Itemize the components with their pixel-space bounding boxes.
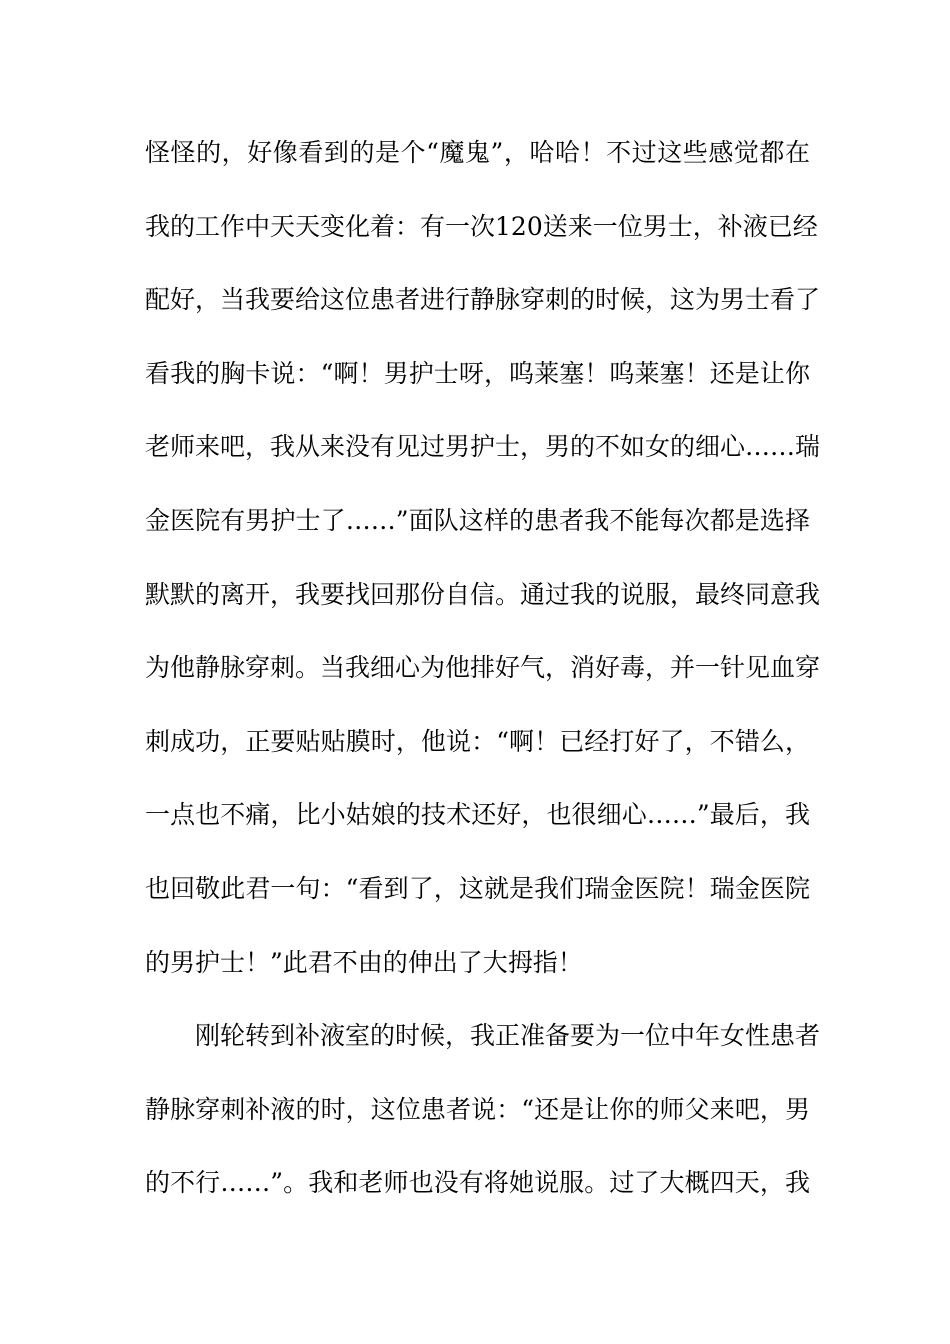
document-body xyxy=(145,131,821,1235)
text-line-paragraph-end: 的男护士！”此君不由的伸出了大拇指！ xyxy=(145,947,583,977)
text-line: 老师来吧，我从来没有见过男护士，男的不如女的细心……瑞 xyxy=(145,432,821,462)
text-line: 一点也不痛，比小姑娘的技术还好，也很细心……”最后，我 xyxy=(145,800,810,830)
text-line: 默默的离开，我要找回那份自信。通过我的说服，最终同意我 xyxy=(145,579,821,609)
text-line: 怪怪的，好像看到的是个“魔鬼”，哈哈！不过这些感觉都在 xyxy=(145,138,810,167)
text-line: 金医院有男护士了……”面队这样的患者我不能每次都是选择 xyxy=(145,505,810,535)
text-line: 静脉穿刺补液的时，这位患者说：“还是让你的师父来吧，男 xyxy=(145,1094,810,1124)
text-line: 为他静脉穿刺。当我细心为他排好气，消好毒，并一针见血穿 xyxy=(145,653,821,683)
text-line: 的不行……”。我和老师也没有将她说服。过了大概四天，我 xyxy=(145,1168,810,1198)
text-line: 我的工作中天天变化着：有一次120送来一位男士，补液已经 xyxy=(145,211,818,241)
text-line: 看我的胸卡说：“啊！男护士呀，呜莱塞！呜莱塞！还是让你 xyxy=(145,358,810,388)
text-line: 刺成功，正要贴贴膜时，他说：“啊！已经打好了，不错么， xyxy=(145,726,810,756)
text-line-paragraph-start: 刚轮转到补液室的时候，我正准备要为一位中年女性患者 xyxy=(195,1021,821,1051)
text-line: 也回敬此君一句：“看到了，这就是我们瑞金医院！瑞金医院 xyxy=(145,873,810,903)
text-line: 配好，当我要给这位患者进行静脉穿刺的时候，这为男士看了 xyxy=(145,285,821,315)
